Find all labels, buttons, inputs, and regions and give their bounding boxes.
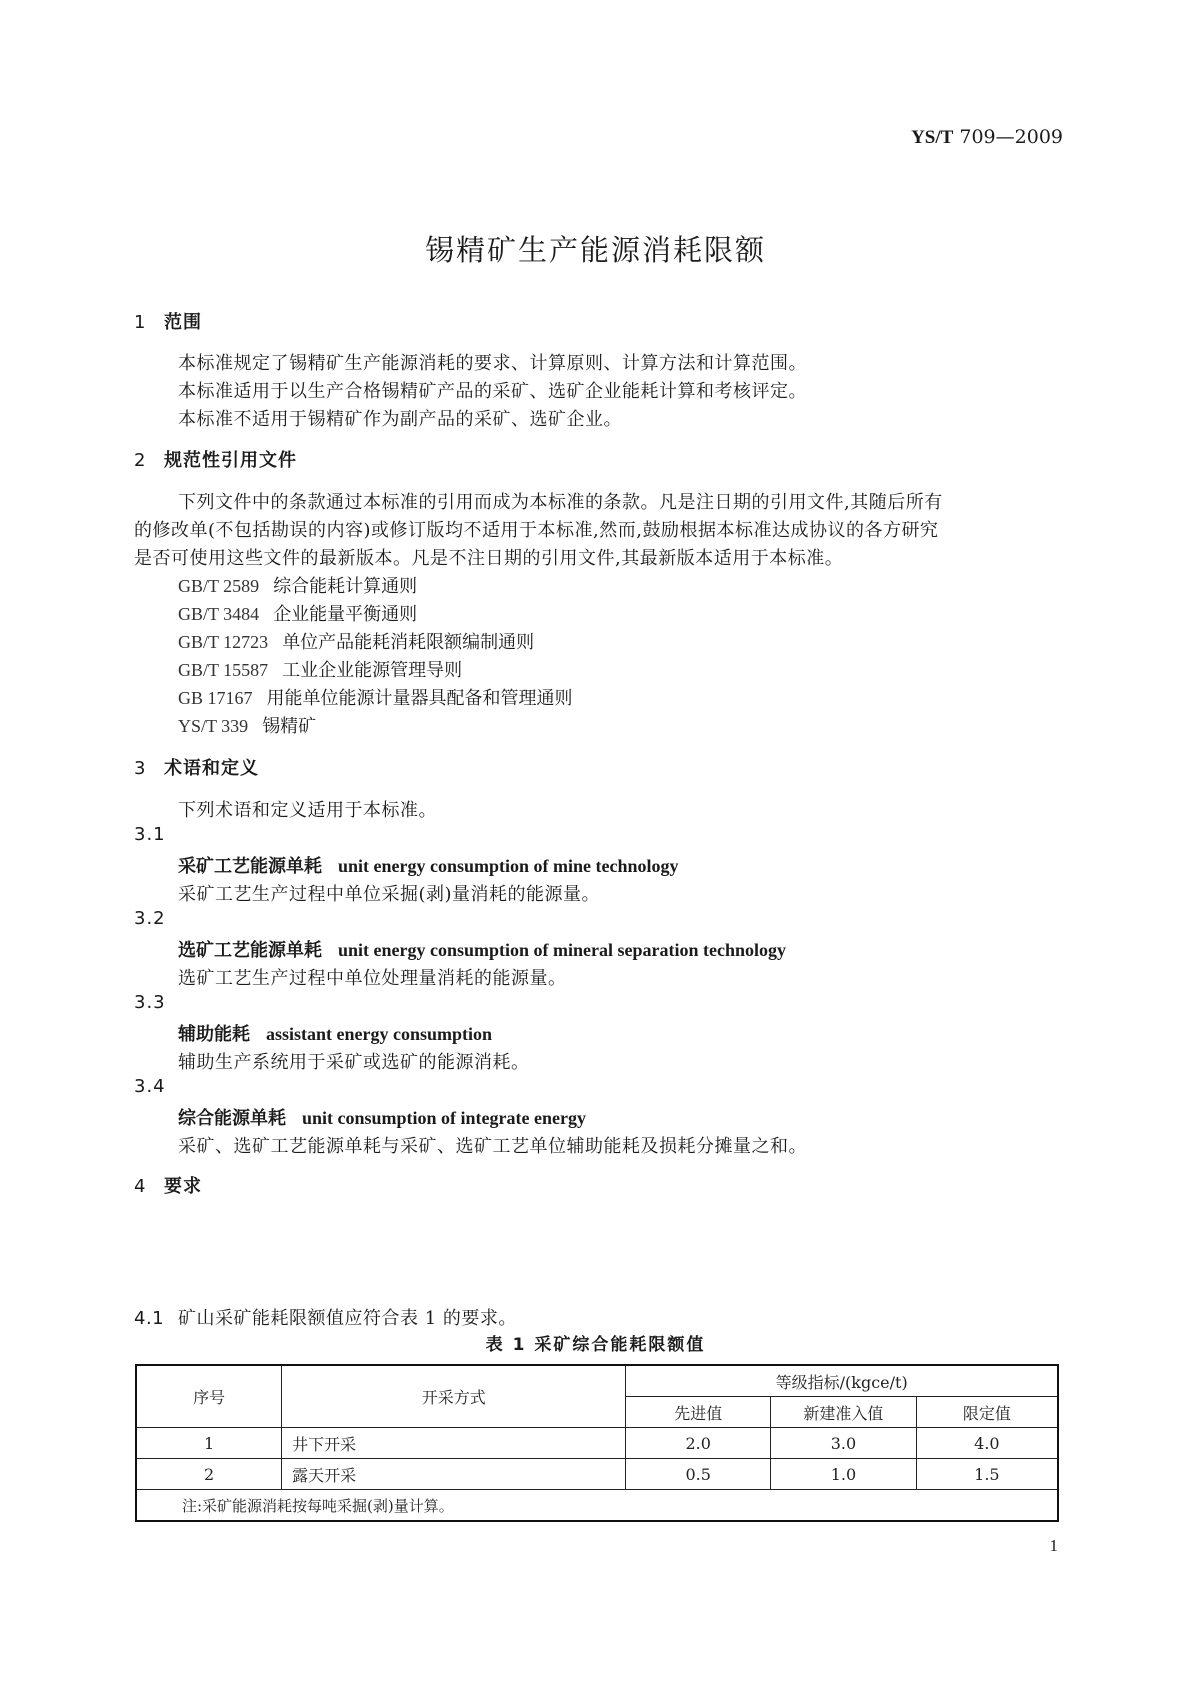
section-1-para-1: 本标准规定了锡精矿生产能源消耗的要求、计算原则、计算方法和计算范围。 xyxy=(178,353,807,374)
header-seq: 序号 xyxy=(136,1365,282,1428)
reference-item: YS/T 339 锡精矿 xyxy=(178,716,317,737)
term-number: 3.3 xyxy=(134,992,166,1013)
reference-item: GB/T 3484 企业能量平衡通则 xyxy=(178,604,418,625)
header-method: 开采方式 xyxy=(282,1365,626,1428)
standard-code: YS/T 709—2009 xyxy=(911,126,1063,148)
header-advanced: 先进值 xyxy=(626,1397,771,1428)
table-caption: 表 1 采矿综合能耗限额值 xyxy=(485,1335,706,1355)
table-row: 1 井下开采 2.0 3.0 4.0 xyxy=(136,1428,1058,1459)
term-title: 综合能源单耗 unit consumption of integrate energy xyxy=(178,1108,586,1129)
page-number: 1 xyxy=(1049,1536,1058,1555)
term-definition: 辅助生产系统用于采矿或选矿的能源消耗。 xyxy=(178,1052,530,1073)
header-grade: 等级指标/(kgce/t) xyxy=(626,1365,1058,1397)
section-2-intro-line-3: 是否可使用这些文件的最新版本。凡是不注日期的引用文件,其最新版本适用于本标准。 xyxy=(134,548,844,569)
term-number: 3.4 xyxy=(134,1076,166,1097)
reference-item: GB/T 15587 工业企业能源管理导则 xyxy=(178,660,463,681)
header-new-entry: 新建准入值 xyxy=(771,1397,917,1428)
reference-item: GB/T 2589 综合能耗计算通则 xyxy=(178,576,418,597)
term-definition: 选矿工艺生产过程中单位处理量消耗的能源量。 xyxy=(178,968,567,989)
table-note: 注:采矿能源消耗按每吨采掘(剥)量计算。 xyxy=(136,1490,1058,1522)
header-limit: 限定值 xyxy=(916,1397,1058,1428)
reference-item: GB 17167 用能单位能源计量器具配备和管理通则 xyxy=(178,688,573,709)
term-number: 3.1 xyxy=(134,824,166,845)
section-1-para-2: 本标准适用于以生产合格锡精矿产品的采矿、选矿企业能耗计算和考核评定。 xyxy=(178,381,807,402)
term-definition: 采矿工艺生产过程中单位采掘(剥)量消耗的能源量。 xyxy=(178,884,601,905)
term-number: 3.2 xyxy=(134,908,166,929)
section-1-heading: 1 范围 xyxy=(134,312,202,333)
clause-4-1: 4.1 矿山采矿能耗限额值应符合表 1 的要求。 xyxy=(134,1308,517,1329)
term-title: 选矿工艺能源单耗 unit energy consumption of mineral separation technology xyxy=(178,940,786,961)
section-1-para-3: 本标准不适用于锡精矿作为副产品的采矿、选矿企业。 xyxy=(178,409,622,430)
section-3-heading: 3 术语和定义 xyxy=(134,758,259,779)
table-row: 2 露天开采 0.5 1.0 1.5 xyxy=(136,1459,1058,1490)
section-2-intro-line-2: 的修改单(不包括勘误的内容)或修订版均不适用于本标准,然而,鼓励根据本标准达成协议的各方研究 xyxy=(134,520,939,541)
energy-limit-table xyxy=(135,1364,1059,1522)
section-2-heading: 2 规范性引用文件 xyxy=(134,450,297,471)
section-4-heading: 4 要求 xyxy=(134,1176,202,1197)
document-title: 锡精矿生产能源消耗限额 xyxy=(424,233,766,267)
reference-item: GB/T 12723 单位产品能耗消耗限额编制通则 xyxy=(178,632,535,653)
term-title: 采矿工艺能源单耗 unit energy consumption of mine technology xyxy=(178,856,679,877)
term-definition: 采矿、选矿工艺能源单耗与采矿、选矿工艺单位辅助能耗及损耗分摊量之和。 xyxy=(178,1136,807,1157)
term-title: 辅助能耗 assistant energy consumption xyxy=(178,1024,493,1045)
section-3-intro: 下列术语和定义适用于本标准。 xyxy=(178,800,437,821)
section-2-intro-line-1: 下列文件中的条款通过本标准的引用而成为本标准的条款。凡是注日期的引用文件,其随后所有 xyxy=(178,492,943,513)
